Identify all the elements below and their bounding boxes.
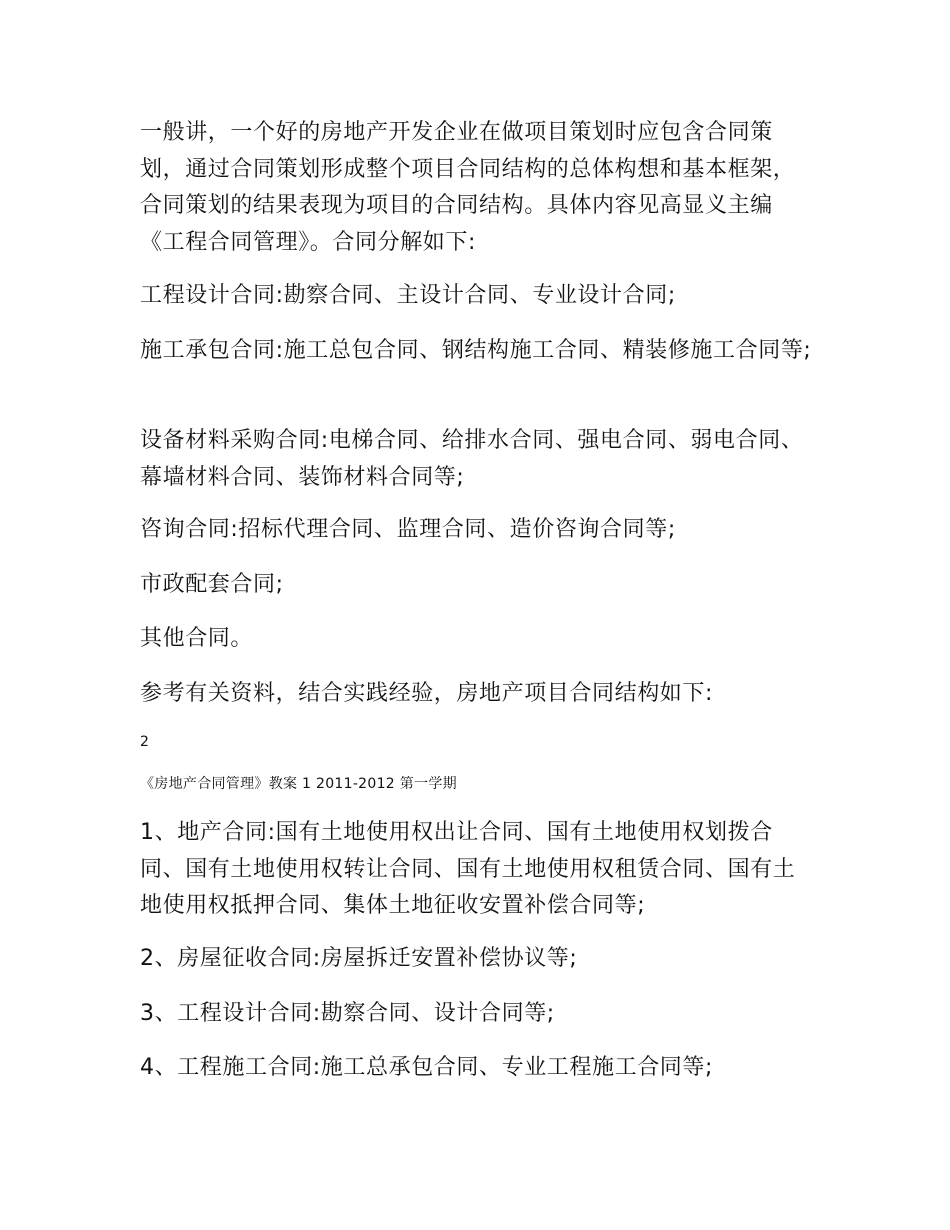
page-number: 2 [140, 734, 150, 750]
expropriation-contract-item: 2、房屋征收合同:房屋拆迁安置补偿协议等; [140, 946, 578, 971]
design-contract-paragraph: 工程设计合同:勘察合同、主设计合同、专业设计合同; [140, 283, 676, 308]
other-contract-paragraph: 其他合同。 [140, 626, 254, 651]
consulting-contract-paragraph: 咨询合同:招标代理合同、监理合同、造价咨询合同等; [140, 517, 676, 542]
construction-contract-item: 4、工程施工合同:施工总承包合同、专业工程施工合同等; [140, 1055, 714, 1080]
land-contract-item: 1、地产合同:国有土地使用权出让合同、国有土地使用权划拨合同、国有土地使用权转让合同、国有土地使用权租赁合同、国有土地使用权抵押合同、集体土地征收安置补偿合同等; [140, 820, 796, 918]
municipal-contract-paragraph: 市政配套合同; [140, 572, 284, 597]
design-contract-item: 3、工程设计合同:勘察合同、设计合同等; [140, 1001, 555, 1026]
construction-contract-paragraph: 施工承包合同:施工总包合同、钢结构施工合同、精装修施工合同等; [140, 338, 812, 363]
procurement-contract-paragraph: 设备材料采购合同:电梯合同、给排水合同、强电合同、弱电合同、幕墙材料合同、装饰材料合同等; [140, 428, 804, 490]
reference-paragraph: 参考有关资料，结合实践经验，房地产项目合同结构如下: [140, 681, 714, 706]
running-header: 《房地产合同管理》教案 1 2011-2012 第一学期 [140, 776, 457, 792]
intro-paragraph: 一般讲，一个好的房地产开发企业在做项目策划时应包含合同策划，通过合同策划形成整个项目合同结构的总体构想和基本框架，合同策划的结果表现为项目的合同结构。具体内容见高显义主编《工程合同管理》。合同分解如下: [140, 120, 796, 255]
